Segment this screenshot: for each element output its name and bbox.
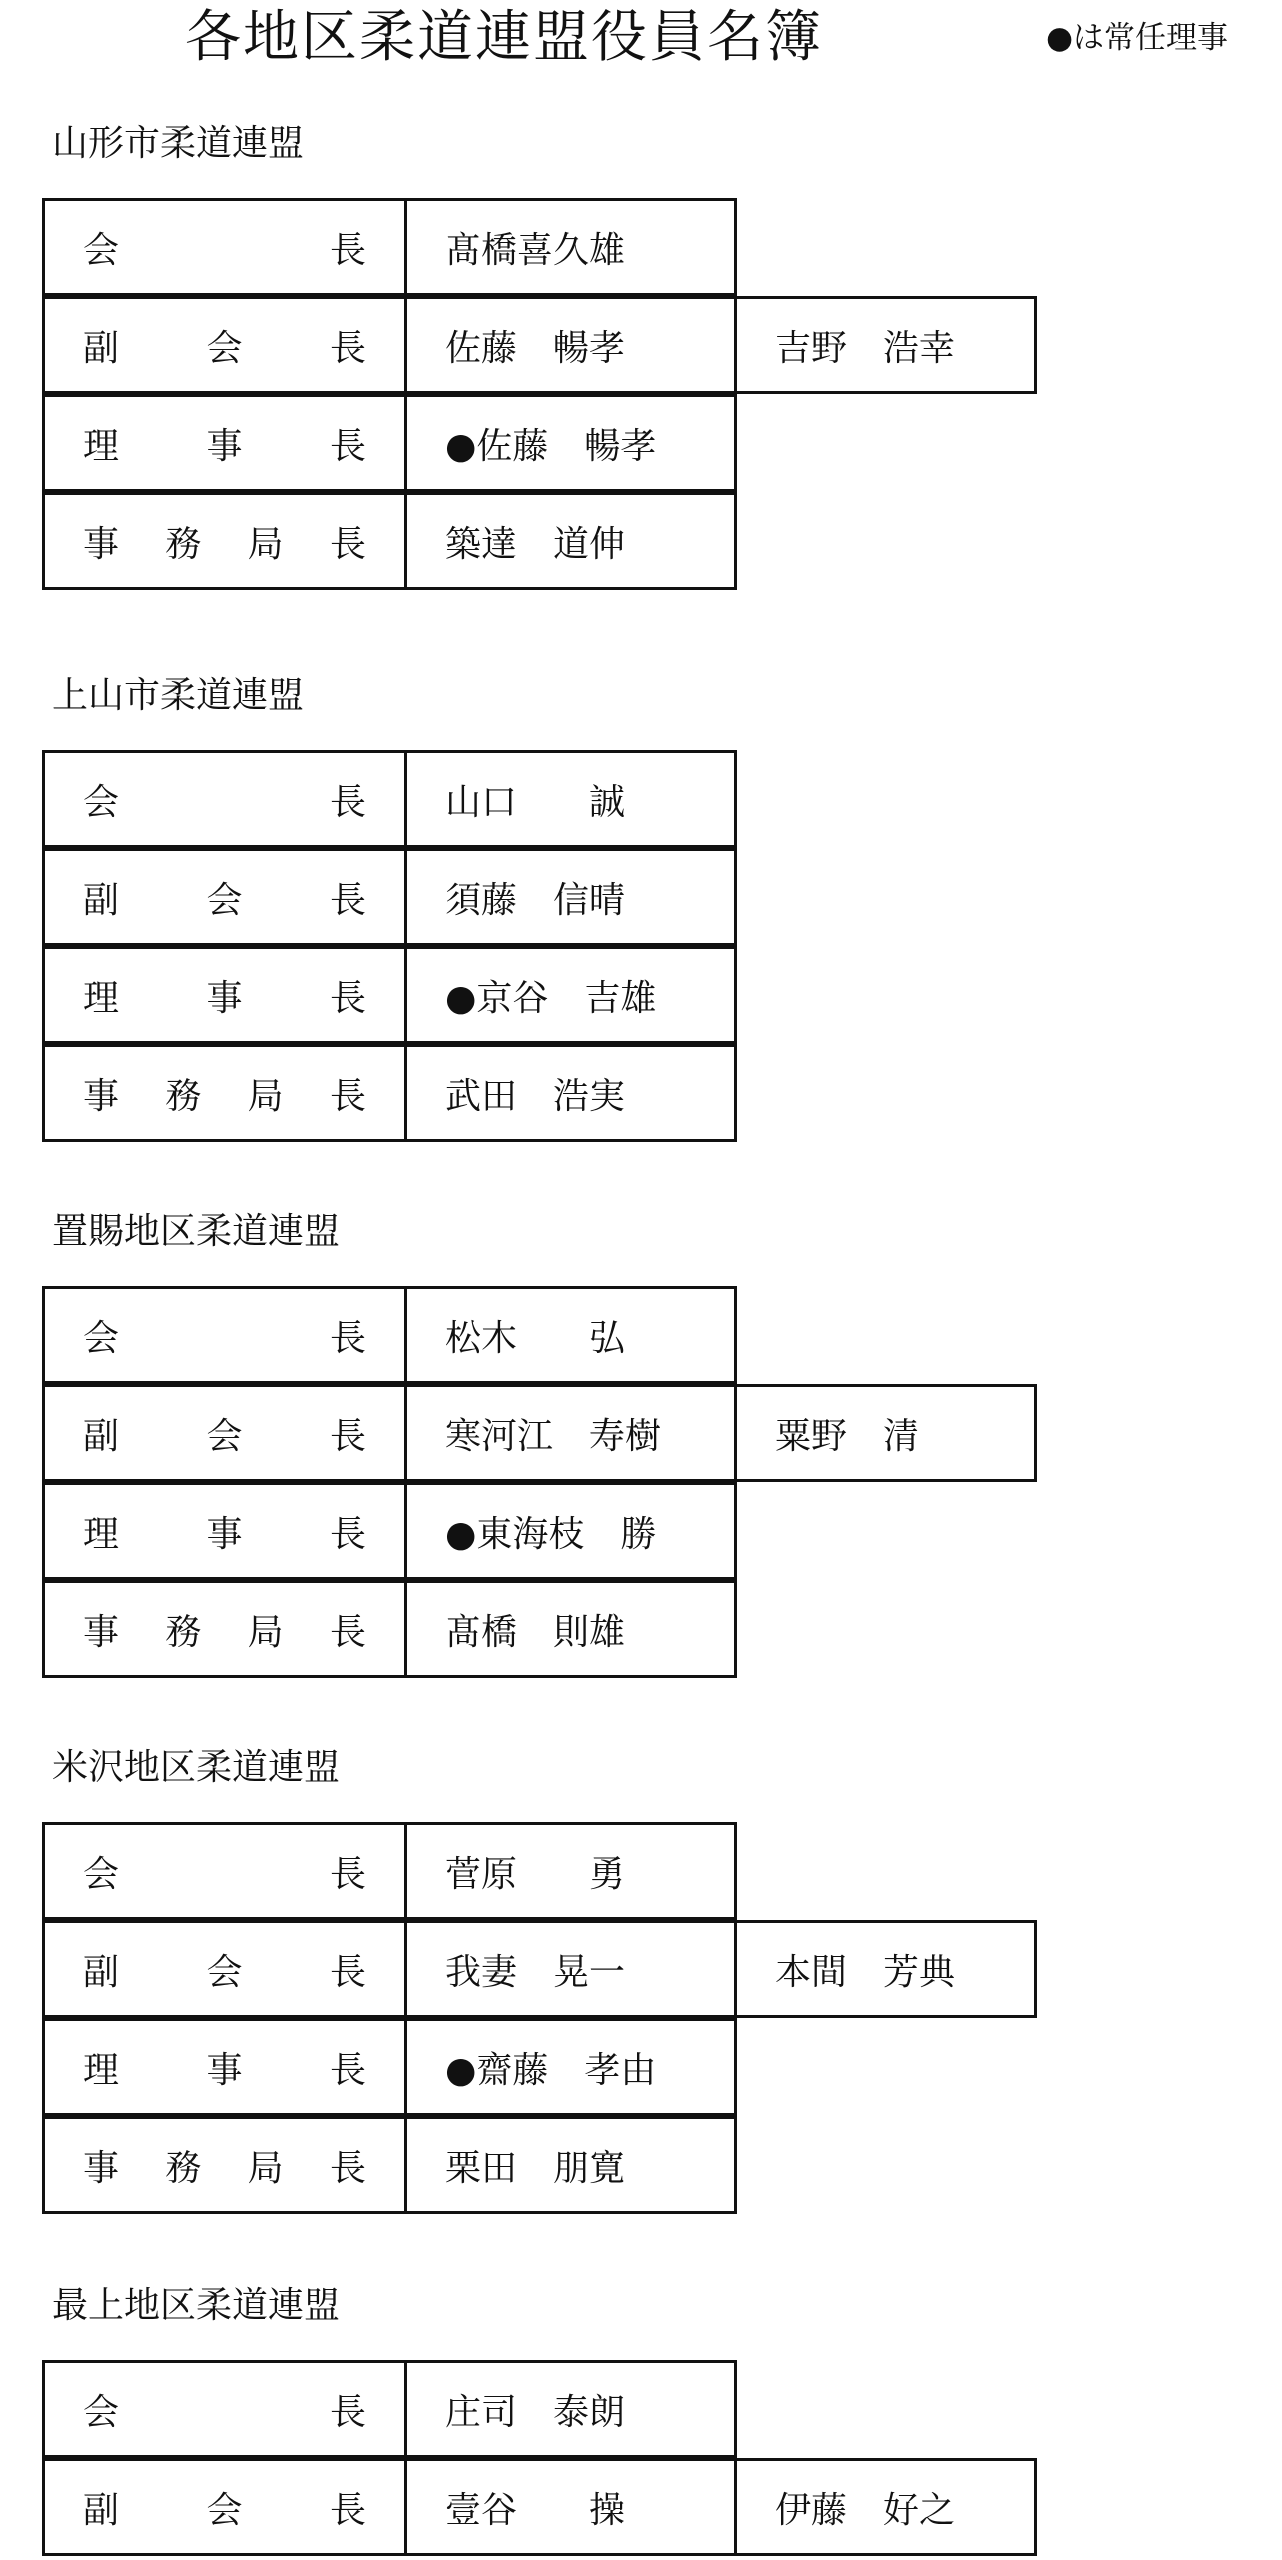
- officer-row-president: [42, 198, 737, 296]
- role-char: 長: [329, 2489, 366, 2531]
- role-cell: [42, 1286, 407, 1384]
- role-char: 長: [329, 1415, 366, 1457]
- extra-name-cell: 吉野 浩幸: [734, 296, 1037, 394]
- officer-row-chairman: [42, 2018, 737, 2116]
- officer-row-secretary-general: [42, 492, 737, 590]
- role-cell: [42, 1482, 407, 1580]
- name-cell: 我妻 晃一: [404, 1920, 737, 2018]
- section-title: 最上地区柔道連盟: [52, 2285, 341, 2326]
- role-char: 理: [83, 1513, 120, 1555]
- role-cell: [42, 946, 407, 1044]
- role-char: 事: [206, 1513, 243, 1555]
- role-cell: [42, 1580, 407, 1678]
- role-char: 事: [206, 977, 243, 1019]
- role-char: 長: [329, 2391, 366, 2433]
- role-char: 長: [329, 523, 366, 565]
- section-title: 山形市柔道連盟: [52, 123, 305, 164]
- role-char: 会: [83, 229, 120, 271]
- role-char: 副: [83, 327, 120, 369]
- section-title: 置賜地区柔道連盟: [52, 1211, 341, 1252]
- section-title: 米沢地区柔道連盟: [52, 1747, 341, 1788]
- role-char: 長: [329, 879, 366, 921]
- role-cell: [42, 848, 407, 946]
- role-char: 事: [206, 425, 243, 467]
- name-cell: 松木 弘: [404, 1286, 737, 1384]
- role-char: 長: [329, 1951, 366, 1993]
- role-char: 理: [83, 2049, 120, 2091]
- extra-name-cell: 粟野 清: [734, 1384, 1037, 1482]
- role-cell: [42, 1384, 407, 1482]
- role-cell: [42, 1044, 407, 1142]
- role-char: 理: [83, 977, 120, 1019]
- name-cell: 須藤 信晴: [404, 848, 737, 946]
- officer-row-secretary-general: [42, 1580, 737, 1678]
- role-char: 理: [83, 425, 120, 467]
- officer-row-president: [42, 750, 737, 848]
- role-char: 長: [329, 1317, 366, 1359]
- role-cell: [42, 394, 407, 492]
- role-cell: [42, 1920, 407, 2018]
- role-char: 局: [247, 1611, 284, 1653]
- role-char: 長: [329, 2147, 366, 2189]
- role-char: 長: [329, 781, 366, 823]
- name-cell: 寒河江 寿樹: [404, 1384, 737, 1482]
- role-char: 局: [247, 2147, 284, 2189]
- officer-row-secretary-general: [42, 1044, 737, 1142]
- role-char: 会: [206, 1415, 243, 1457]
- name-cell: ●京谷 吉雄: [404, 946, 737, 1044]
- role-char: 務: [165, 2147, 202, 2189]
- role-char: 局: [247, 523, 284, 565]
- role-char: 副: [83, 1951, 120, 1993]
- role-char: 副: [83, 879, 120, 921]
- role-char: 長: [329, 977, 366, 1019]
- role-cell: [42, 296, 407, 394]
- officer-row-vice-president: [42, 1384, 1037, 1482]
- extra-name-cell: 本間 芳典: [734, 1920, 1037, 2018]
- officer-row-vice-president: [42, 848, 737, 946]
- role-char: 長: [329, 1611, 366, 1653]
- officer-row-president: [42, 2360, 737, 2458]
- role-char: 事: [83, 1075, 120, 1117]
- role-cell: [42, 2018, 407, 2116]
- role-char: 会: [206, 879, 243, 921]
- role-char: 事: [206, 2049, 243, 2091]
- role-char: 局: [247, 1075, 284, 1117]
- role-char: 副: [83, 2489, 120, 2531]
- name-cell: 髙橋 則雄: [404, 1580, 737, 1678]
- page-title: 各地区柔道連盟役員名簿: [185, 5, 823, 70]
- role-char: 副: [83, 1415, 120, 1457]
- section-title: 上山市柔道連盟: [52, 675, 305, 716]
- role-cell: [42, 2458, 407, 2556]
- officer-row-president: [42, 1822, 737, 1920]
- role-char: 会: [206, 2489, 243, 2531]
- name-cell: ●齋藤 孝由: [404, 2018, 737, 2116]
- role-char: 会: [206, 1951, 243, 1993]
- role-char: 長: [329, 1513, 366, 1555]
- role-char: 長: [329, 2049, 366, 2091]
- role-cell: [42, 1822, 407, 1920]
- role-char: 長: [329, 425, 366, 467]
- role-char: 長: [329, 327, 366, 369]
- role-char: 務: [165, 523, 202, 565]
- role-char: 長: [329, 1853, 366, 1895]
- role-cell: [42, 2360, 407, 2458]
- role-char: 会: [83, 1853, 120, 1895]
- officer-row-vice-president: [42, 296, 1037, 394]
- role-char: 長: [329, 229, 366, 271]
- name-cell: 佐藤 暢孝: [404, 296, 737, 394]
- name-cell: 栗田 朋寛: [404, 2116, 737, 2214]
- name-cell: 山口 誠: [404, 750, 737, 848]
- role-char: 事: [83, 523, 120, 565]
- name-cell: 髙橋喜久雄: [404, 198, 737, 296]
- extra-name-cell: 伊藤 好之: [734, 2458, 1037, 2556]
- officer-row-chairman: [42, 394, 737, 492]
- role-char: 会: [83, 1317, 120, 1359]
- officer-row-president: [42, 1286, 737, 1384]
- name-cell: 壹谷 操: [404, 2458, 737, 2556]
- role-cell: [42, 198, 407, 296]
- role-char: 会: [83, 781, 120, 823]
- role-cell: [42, 2116, 407, 2214]
- role-char: 長: [329, 1075, 366, 1117]
- role-char: 会: [83, 2391, 120, 2433]
- officer-row-vice-president: [42, 2458, 1037, 2556]
- officer-row-chairman: [42, 1482, 737, 1580]
- role-char: 事: [83, 1611, 120, 1653]
- officer-row-secretary-general: [42, 2116, 737, 2214]
- name-cell: 庄司 泰朗: [404, 2360, 737, 2458]
- name-cell: ●東海枝 勝: [404, 1482, 737, 1580]
- role-char: 事: [83, 2147, 120, 2189]
- role-char: 会: [206, 327, 243, 369]
- role-cell: [42, 492, 407, 590]
- name-cell: 菅原 勇: [404, 1822, 737, 1920]
- role-cell: [42, 750, 407, 848]
- role-char: 務: [165, 1075, 202, 1117]
- role-char: 務: [165, 1611, 202, 1653]
- officer-row-vice-president: [42, 1920, 1037, 2018]
- name-cell: 武田 浩実: [404, 1044, 737, 1142]
- officer-row-chairman: [42, 946, 737, 1044]
- legend-note: ●は常任理事: [1046, 20, 1229, 56]
- name-cell: ●佐藤 暢孝: [404, 394, 737, 492]
- name-cell: 築達 道伸: [404, 492, 737, 590]
